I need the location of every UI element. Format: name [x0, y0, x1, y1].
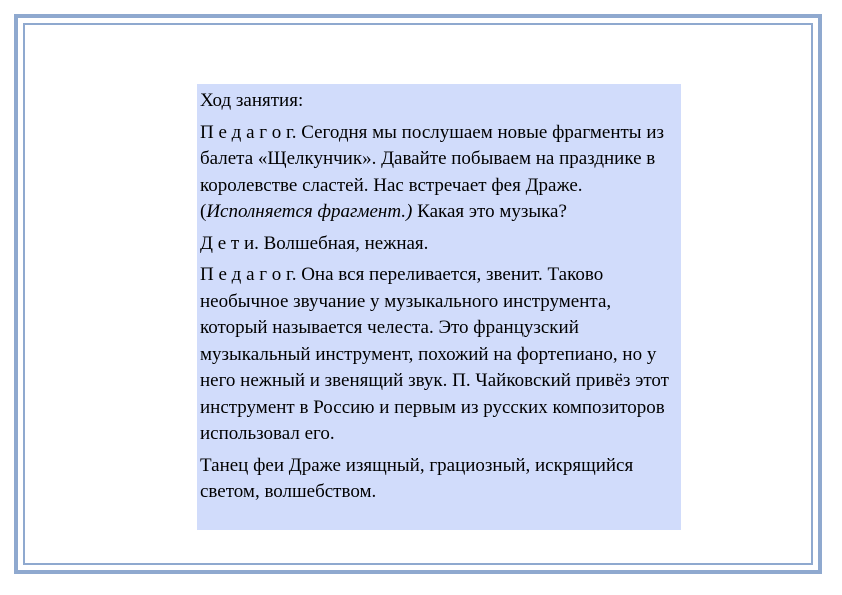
teacher-paragraph-1 — [200, 120, 681, 226]
paragraph-text: Сегодня мы послушаем новые фрагменты из балета «Щелкунчик». Давайте побываем на празднике в королевстве сластей. Нас встречает фея Драже. ( — [200, 121, 664, 222]
speaker-teacher: П е д а г о г. — [200, 264, 297, 285]
children-paragraph — [200, 231, 681, 258]
speaker-teacher: П е д а г о г. — [200, 121, 297, 143]
paragraph-text: Какая это музыка? — [412, 201, 567, 222]
stage-direction: Исполняется фрагмент.) — [206, 201, 413, 222]
lesson-heading: Ход занятия: — [200, 90, 304, 111]
lesson-text-box — [197, 84, 681, 530]
teacher-paragraph-2 — [200, 262, 681, 448]
paragraph-text: Она вся переливается, звенит. Таково необычное звучание у музыкального инструмента, который называется челеста. Это французский музыкальный инструмент, похожий на фортепиано, но у него нежный и звенящий звук. П. Чайковский привёз этот инструмент в Россию и первым из русских композиторов использовал его. — [200, 264, 669, 444]
closing-paragraph: Танец феи Драже изящный, грациозный, искрящийся светом, волшебством. — [200, 454, 634, 502]
speaker-children: Д е т и. — [200, 232, 259, 254]
paragraph-text: Волшебная, нежная. — [258, 232, 429, 254]
